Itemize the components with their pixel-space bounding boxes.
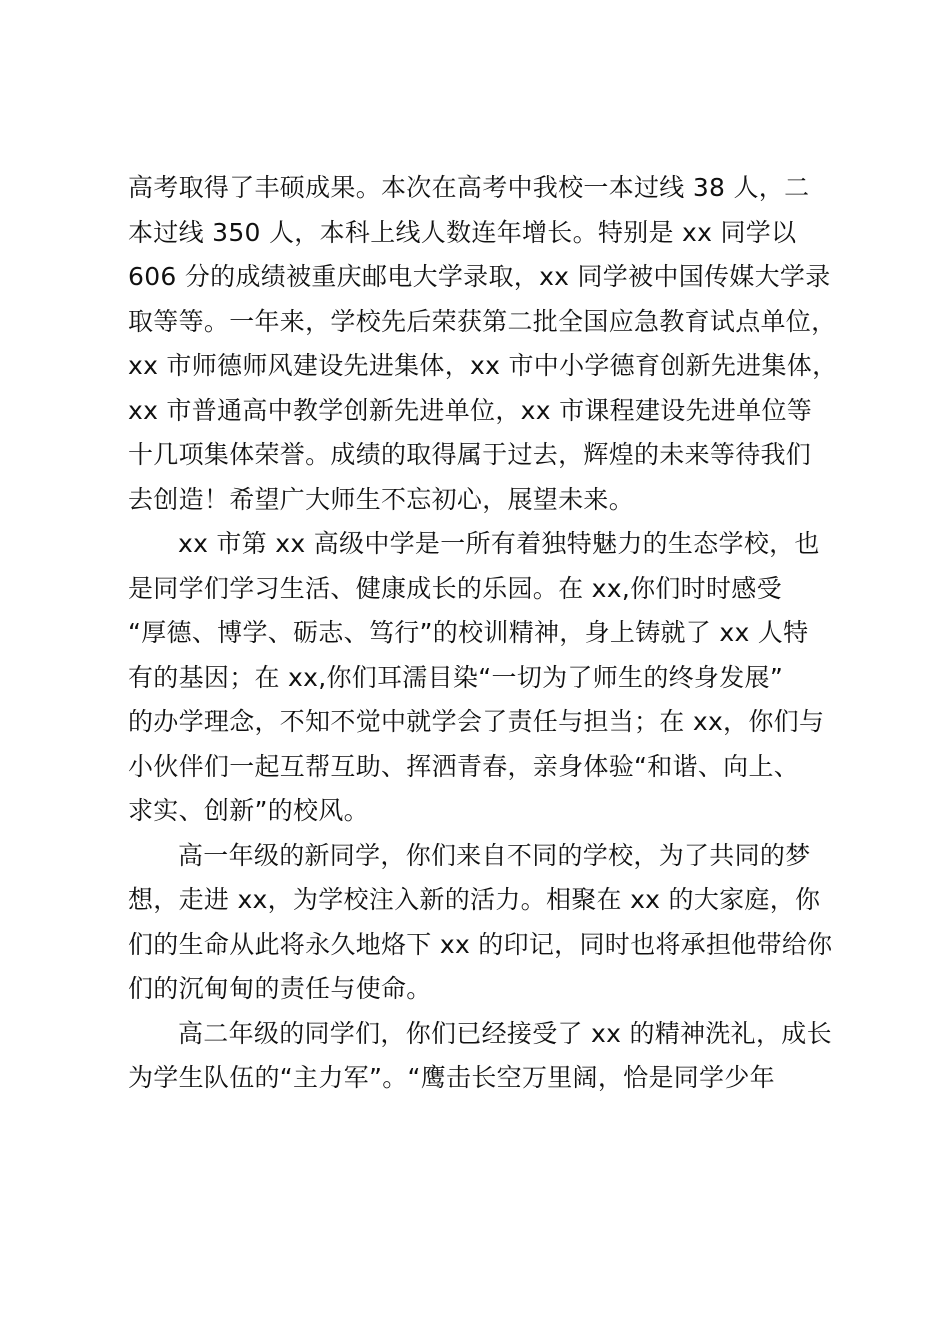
paragraph-line: xx 市师德师风建设先进集体，xx 市中小学德育创新先进集体， (128, 351, 838, 380)
paragraph-line: 小伙伴们一起互帮互助、挥洒青春，亲身体验“和谐、向上、 (128, 751, 800, 781)
paragraph-line: 去创造！希望广大师生不忘初心，展望未来。 (128, 484, 635, 514)
paragraph-line: 高一年级的新同学，你们来自不同的学校，为了共同的梦 (178, 840, 811, 870)
paragraph-3 (128, 834, 834, 1012)
paragraph-line: 有的基因；在 xx,你们耳濡目染“一切为了师生的终身发展” (128, 662, 784, 692)
paragraph-line: 是同学们学习生活、健康成长的乐园。在 xx,你们时时感受 (128, 573, 782, 603)
paragraph-line: 求实、创新”的校风。 (128, 796, 369, 825)
paragraph-line: 的办学理念，不知不觉中就学会了责任与担当；在 xx，你们与 (128, 707, 825, 736)
paragraph-line: 本过线 350 人，本科上线人数连年增长。特别是 xx 同学以 (128, 217, 797, 247)
paragraph-line: “厚德、博学、砺志、笃行”的校训精神，身上铸就了 xx 人特 (128, 618, 809, 647)
paragraph-line: 为学生队伍的“主力军”。“鹰击长空万里阔，恰是同学少年 (128, 1063, 775, 1092)
paragraph-line: 取等等。一年来，学校先后荣获第二批全国应急教育试点单位， (128, 306, 837, 336)
paragraph-line: 606 分的成绩被重庆邮电大学录取，xx 同学被中国传媒大学录 (128, 262, 831, 291)
paragraph-line: 高二年级的同学们，你们已经接受了 xx 的精神洗礼，成长 (178, 1018, 832, 1048)
paragraph-4 (128, 1012, 834, 1101)
paragraph-line: 十几项集体荣誉。成绩的取得属于过去，辉煌的未来等待我们 (128, 440, 812, 469)
paragraph-1 (128, 166, 838, 522)
paragraph-line: xx 市第 xx 高级中学是一所有着独特魅力的生态学校，也 (178, 529, 820, 558)
paragraph-line: 们的沉甸甸的责任与使命。 (128, 974, 432, 1003)
paragraph-2 (128, 522, 834, 834)
paragraph-line: xx 市普通高中教学创新先进单位，xx 市课程建设先进单位等 (128, 395, 813, 425)
paragraph-line: 高考取得了丰硕成果。本次在高考中我校一本过线 38 人，二 (128, 173, 810, 202)
document-body-text (128, 166, 838, 1101)
paragraph-line: 们的生命从此将永久地烙下 xx 的印记，同时也将承担他带给你 (128, 929, 833, 959)
paragraph-line: 想，走进 xx，为学校注入新的活力。相聚在 xx 的大家庭，你 (128, 885, 821, 914)
